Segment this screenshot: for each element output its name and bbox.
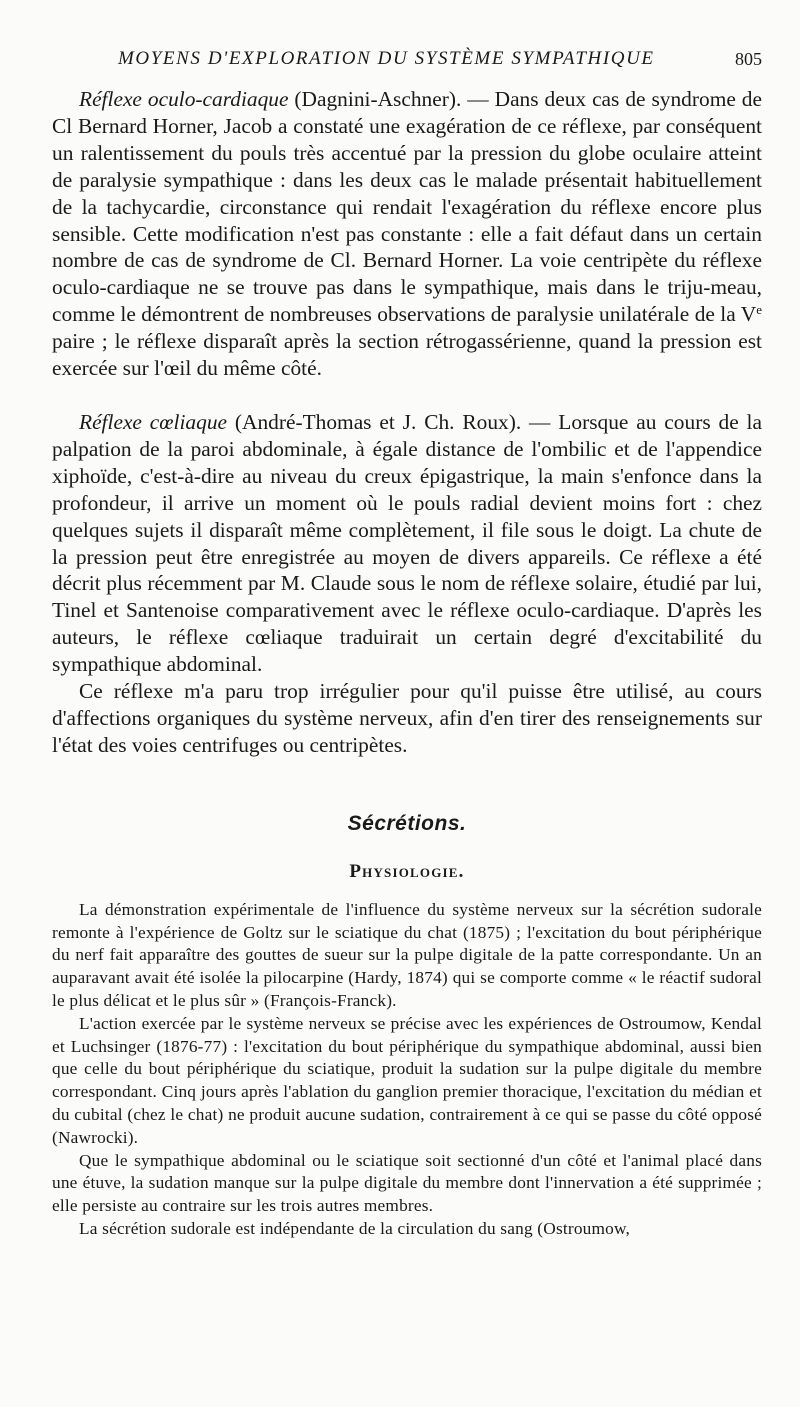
paragraph-oculo-cardiac-reflex [52, 86, 762, 382]
reflex-title: Réflexe cœliaque [79, 409, 228, 434]
paragraph-coeliac-reflex [52, 409, 762, 678]
page-number: 805 [735, 49, 762, 69]
paragraph-gap [52, 382, 762, 409]
superscript: e [756, 302, 762, 318]
running-title: MOYENS D'EXPLORATION DU SYSTÈME SYMPATHIQUE [118, 48, 655, 69]
paragraph-text: (Dagnini-Aschner). — Dans deux cas de syndrome de Cl Bernard Horner, Jacob a constaté une exagération de ce réflexe, par conséquent un ralentissement du pouls très accentué par la pression du globe oculaire atteint de paralysie sympathique : dans les deux cas le malade présentait habituellement de la tachycardie, circonstance qui rendait l'exagération du réflexe encore plus sensible. Cette modification n'est pas constante : elle a fait défaut dans un certain nombre de cas de syndrome de Cl. Bernard Horner. La voie centripète du réflexe oculo-cardiaque ne se trouve pas dans le sympathique, mais dans le triju-meau, comme le démontrent de nombreuses observations de paralysie unilatérale de la V [52, 87, 762, 327]
reflex-title: Réflexe oculo-cardiaque [79, 87, 289, 111]
subsection-title: Physiologie. [349, 860, 465, 882]
page-header [78, 48, 762, 74]
paragraph-text: (André-Thomas et J. Ch. Roux). — Lorsque au cours de la palpation de la paroi abdominale, à égale distance de l'ombilic et de l'appendice xiphoïde, c'est-à-dire au niveau du creux épigastrique, la main s'enfonce dans la profondeur, il arrive un moment où le pouls radial devient moins fort : chez quelques sujets il disparaît même complètement, il file sous le doigt. La chute de la pression peut être enregistrée au moyen de divers appareils. Ce réflexe a été décrit plus récemment par M. Claude sous le nom de réflexe solaire, étudié par lui, Tinel et Santenoise comparativement avec le réflexe oculo-cardiaque. D'après les auteurs, le réflexe cœliaque traduirait un certain degré d'excitabilité du sympathique abdominal. [52, 409, 762, 677]
paragraph-author-opinion: Ce réflexe m'a paru trop irrégulier pour qu'il puisse être utilisé, au cours d'affections organiques du système nerveux, afin d'en tirer des renseignements sur l'état des voies centrifuges ou centripètes. [52, 679, 762, 757]
paragraph-section-experiment: Que le sympathique abdominal ou le sciatique soit sectionné d'un côté et l'animal placé dans une étuve, la sudation manque sur la pulpe digitale du membre dont l'innervation a été supprimée ; elle persiste au contraire sur les trois autres membres. [52, 1150, 762, 1216]
section-title: Sécrétions. [347, 811, 467, 835]
paragraph-ostroumow-experiments: L'action exercée par le système nerveux se précise avec les expériences de Ostroumow, Kendal et Luchsinger (1876-77) : l'excitation du bout périphérique du sympathique abdominal, aussi bien que celle du bout périphérique du sciatique, produit la sudation sur la pulpe digitale du membre correspondant. Cinq jours après l'ablation du ganglion premier thoracique, l'excitation du médian et du cubital (chez le chat) ne produit aucune sudation, contrairement à ce qui se passe du côté opposé (Nawrocki). [52, 1013, 762, 1147]
paragraph-sudoral-secretion: La sécrétion sudorale est indépendante de la circulation du sang (Ostroumow, [79, 1218, 631, 1238]
paragraph-text: paire ; le réflexe disparaît après la section rétrogassérienne, quand la pression est exercée sur l'œil du même côté. [52, 329, 762, 381]
paragraph-goltz-experiment: La démonstration expérimentale de l'influence du système nerveux sur la sécrétion sudorale remonte à l'expérience de Goltz sur le sciatique du chat (1875) ; l'excitation du bout périphérique du nerf fait apparaître des gouttes de sueur sur la pulpe digitale de la patte correspondante. Un an auparavant avait été isolée la pilocarpine (Hardy, 1874) qui se comporte comme « le réactif sudoral le plus délicat et le plus sûr » (François-Franck). [52, 899, 762, 1010]
page-body [52, 86, 762, 1241]
